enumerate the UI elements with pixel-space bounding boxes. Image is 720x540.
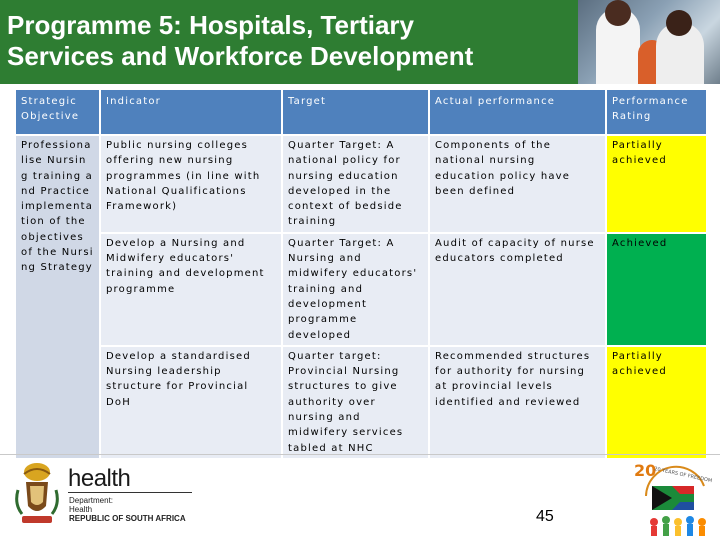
anniversary-number: 20 <box>634 461 657 480</box>
actual-performance-cell: Audit of capacity of nurse educators completed <box>430 234 605 345</box>
performance-table <box>14 88 708 460</box>
dept-line-3: REPUBLIC OF SOUTH AFRICA <box>69 514 186 523</box>
indicator-cell: Public nursing colleges offering new nursing programmes (in line with National Qualifications Framework) <box>101 136 281 232</box>
actual-performance-cell: Recommended structures for authority for nursing at provincial levels identified and reviewed <box>430 347 605 458</box>
indicator-cell: Develop a standardised Nursing leadership structure for Provincial DoH <box>101 347 281 458</box>
department-label <box>69 496 186 523</box>
actual-performance-cell: Components of the national nursing education policy have been defined <box>430 136 605 232</box>
target-cell: Quarter target: Provincial Nursing structures to give authority over nursing and midwifery services tabled at NHC <box>283 347 428 458</box>
col-header-strategic-objective: Strategic Objective <box>16 90 99 134</box>
twenty-years-freedom-logo-icon <box>632 456 716 538</box>
indicator-cell: Develop a Nursing and Midwifery educators' training and development programme <box>101 234 281 345</box>
footer-divider <box>0 454 720 455</box>
anniversary-caption: 20 YEARS OF FREEDOM <box>653 466 713 485</box>
target-cell: Quarter Target: A national policy for nursing education developed in the context of bedside training <box>283 136 428 232</box>
table-row <box>16 347 706 458</box>
col-header-performance-rating: Performance Rating <box>607 90 706 134</box>
header-photo <box>578 0 720 84</box>
col-header-actual-performance: Actual performance <box>430 90 605 134</box>
dept-line-1: Department: <box>69 496 114 505</box>
rating-partially-achieved: Partially achieved <box>607 136 706 232</box>
col-header-indicator: Indicator <box>101 90 281 134</box>
strategic-objective-cell: Professionalise Nursing training and Practice implementation of the objectives of the Nursing Strategy <box>16 136 99 458</box>
slide-title-line-2: Services and Workforce Development <box>7 41 474 71</box>
health-logo-wordmark: health <box>68 465 131 492</box>
dept-line-2: Health <box>69 505 93 514</box>
target-cell: Quarter Target: A Nursing and midwifery educators' training and development programme developed <box>283 234 428 345</box>
coat-of-arms-icon <box>12 460 62 528</box>
logo-underline <box>68 492 192 493</box>
page-number: 45 <box>536 508 554 525</box>
table-header-row <box>16 90 706 134</box>
table-row <box>16 234 706 345</box>
slide-title <box>7 10 567 72</box>
slide-title-line-1: Programme 5: Hospitals, Tertiary <box>7 10 414 40</box>
col-header-target: Target <box>283 90 428 134</box>
table-row <box>16 136 706 232</box>
title-bar <box>0 0 720 84</box>
rating-partially-achieved: Partially achieved <box>607 347 706 458</box>
rating-achieved: Achieved <box>607 234 706 345</box>
